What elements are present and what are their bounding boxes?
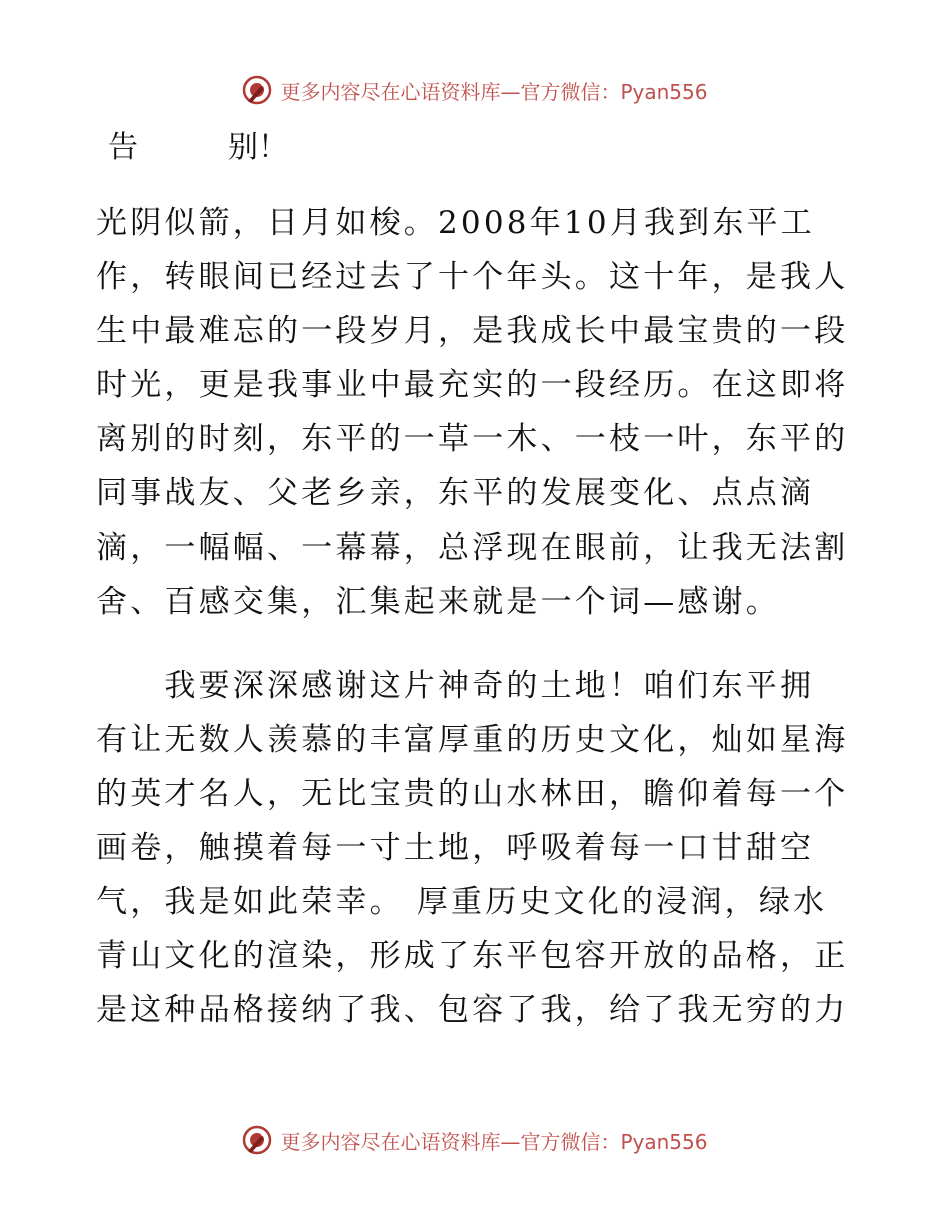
text-line: 生中最难忘的一段岁月，是我成长中最宝贵的一段 [96, 313, 849, 350]
text-line: 是这种品格接纳了我、包容了我，给了我无穷的力 [96, 992, 849, 1029]
footer-watermark-banner [0, 1120, 950, 1160]
text-line: 画卷，触摸着每一寸土地，呼吸着每一口甘甜空 [96, 830, 815, 867]
document-body [96, 196, 856, 1037]
footer-banner-text: 更多内容尽在心语资料库—官方微信：Pyan556 [280, 1129, 708, 1154]
paragraph-1 [96, 196, 856, 629]
text-line: 青山文化的渲染，形成了东平包容开放的品格，正 [96, 938, 849, 975]
text-line: 的英才名人，无比宝贵的山水林田，瞻仰着每一个 [96, 775, 849, 812]
paragraph-2 [96, 659, 856, 1038]
header-banner-text: 更多内容尽在心语资料库—官方微信：Pyan556 [280, 79, 708, 104]
paragraph-spacer [96, 629, 856, 659]
document-title: 告 别！ [108, 130, 288, 165]
text-line: 我要深深感谢这片神奇的土地！咱们东平拥 [96, 667, 815, 704]
text-line: 舍、百感交集，汇集起来就是一个词—感谢。 [96, 583, 780, 620]
text-line: 离别的时刻，东平的一草一木、一枝一叶，东平的 [96, 421, 849, 458]
pen-logo-icon [242, 75, 272, 105]
header-watermark-banner [0, 70, 950, 110]
text-line: 光阴似箭，日月如梭。2008年10月我到东平工 [96, 205, 815, 241]
text-line: 同事战友、父老乡亲，东平的发展变化、点点滴 [96, 475, 815, 512]
text-line: 时光，更是我事业中最充实的一段经历。在这即将 [96, 367, 849, 404]
pen-logo-icon [242, 1125, 272, 1155]
text-line: 作，转眼间已经过去了十个年头。这十年，是我人 [96, 259, 849, 296]
text-line: 气，我是如此荣幸。 厚重历史文化的浸润，绿水 [96, 884, 828, 921]
text-line: 滴，一幅幅、一幕幕，总浮现在眼前，让我无法割 [96, 529, 849, 566]
text-line: 有让无数人羡慕的丰富厚重的历史文化，灿如星海 [96, 721, 849, 758]
